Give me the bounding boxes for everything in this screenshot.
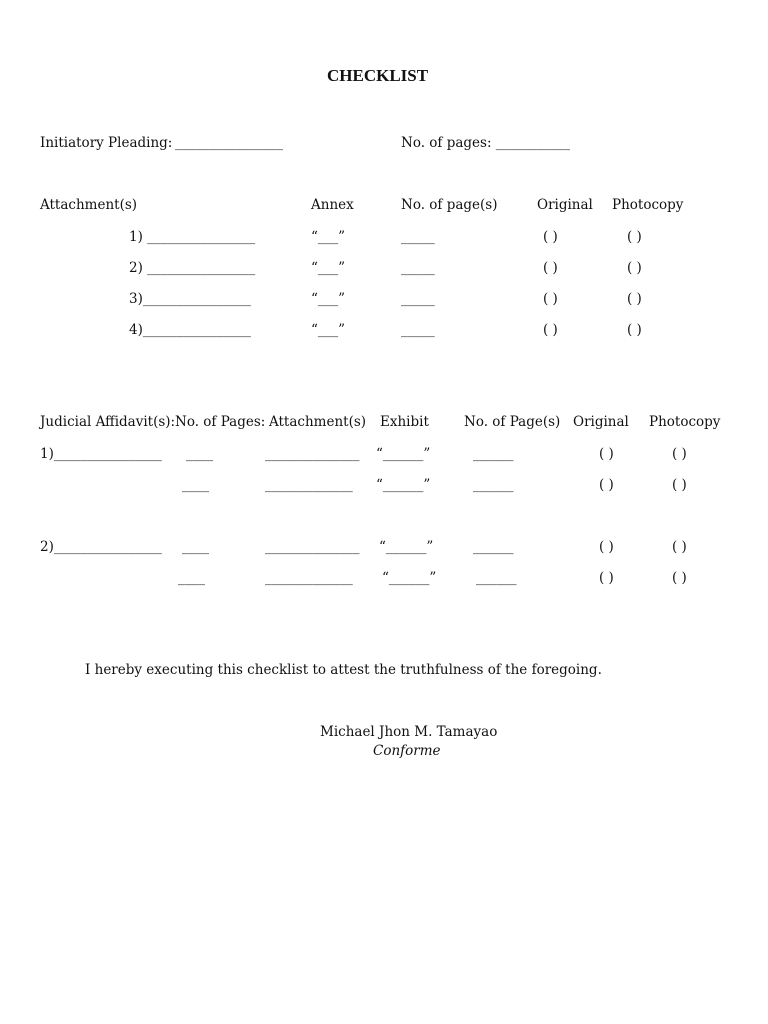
affidavit-photocopy-checkbox: ( ) [672, 446, 687, 462]
attachment-annex: “___” [311, 260, 346, 276]
attachments-header-pages: No. of page(s) [401, 197, 498, 213]
affidavits-header-photocopy: Photocopy [649, 414, 721, 430]
attachment-label: 3)________________ [129, 291, 251, 307]
affidavit-photocopy-checkbox: ( ) [672, 570, 687, 586]
affidavit-original-checkbox: ( ) [599, 539, 614, 555]
attachment-label: 4)________________ [129, 322, 251, 338]
attachment-original-checkbox: ( ) [543, 322, 558, 338]
affidavit-attachment: ______________ [265, 446, 360, 462]
attachment-original-checkbox: ( ) [543, 291, 558, 307]
affidavits-header-label: Judicial Affidavit(s): [40, 414, 176, 430]
affidavit-page-count: ______ [476, 570, 517, 586]
affidavit-photocopy-checkbox: ( ) [672, 477, 687, 493]
affidavits-header-original: Original [573, 414, 629, 430]
affidavit-label: 1)________________ [40, 446, 162, 462]
attachment-photocopy-checkbox: ( ) [627, 322, 642, 338]
attachment-original-checkbox: ( ) [543, 260, 558, 276]
affidavits-header-pages: No. of Pages: [175, 414, 266, 430]
affidavit-pages: ____ [182, 477, 209, 493]
attachments-header-original: Original [537, 197, 593, 213]
affidavit-pages: ____ [182, 539, 209, 555]
affidavits-header-page-count: No. of Page(s) [464, 414, 561, 430]
attachments-header-annex: Annex [311, 197, 354, 213]
attachment-label: 2) ________________ [129, 260, 256, 276]
attachment-annex: “___” [311, 229, 346, 245]
attachment-annex: “___” [311, 291, 346, 307]
affidavit-exhibit: “______” [379, 539, 434, 555]
attachment-photocopy-checkbox: ( ) [627, 260, 642, 276]
affidavit-attachment: ______________ [265, 539, 360, 555]
attachments-header-photocopy: Photocopy [612, 197, 684, 213]
affidavit-page-count: ______ [473, 446, 514, 462]
affidavit-pages: ____ [186, 446, 213, 462]
affidavits-header-exhibit: Exhibit [380, 414, 429, 430]
attachment-photocopy-checkbox: ( ) [627, 229, 642, 245]
attachment-pages: _____ [401, 260, 435, 276]
attachment-photocopy-checkbox: ( ) [627, 291, 642, 307]
affidavit-original-checkbox: ( ) [599, 570, 614, 586]
attachments-header-attachment: Attachment(s) [40, 197, 138, 213]
initiatory-pages-field: No. of pages: ___________ [401, 135, 571, 151]
signatory-name: Michael Jhon M. Tamayao [320, 724, 498, 740]
attachment-label: 1) ________________ [129, 229, 256, 245]
initiatory-pleading-label: Initiatory Pleading: [40, 135, 173, 151]
affidavit-original-checkbox: ( ) [599, 446, 614, 462]
affidavit-pages: ____ [178, 570, 205, 586]
affidavit-original-checkbox: ( ) [599, 477, 614, 493]
affidavit-page-count: ______ [473, 539, 514, 555]
attachment-pages: _____ [401, 322, 435, 338]
affidavit-label: 2)________________ [40, 539, 162, 555]
attestation-statement: I hereby executing this checklist to attest the truthfulness of the foregoing. [85, 662, 602, 678]
affidavit-exhibit: “______” [376, 446, 431, 462]
attachment-pages: _____ [401, 291, 435, 307]
initiatory-pleading-blank: ________________ [175, 135, 283, 151]
affidavit-exhibit: “______” [382, 570, 437, 586]
attachment-original-checkbox: ( ) [543, 229, 558, 245]
affidavit-photocopy-checkbox: ( ) [672, 539, 687, 555]
signatory-role: Conforme [373, 743, 441, 759]
attachment-pages: _____ [401, 229, 435, 245]
affidavit-attachment: _____________ [265, 570, 353, 586]
affidavit-exhibit: “______” [376, 477, 431, 493]
affidavits-header-attachment: Attachment(s) [269, 414, 367, 430]
page-title: CHECKLIST [327, 66, 429, 85]
attachment-annex: “___” [311, 322, 346, 338]
affidavit-page-count: ______ [473, 477, 514, 493]
affidavit-attachment: _____________ [265, 477, 353, 493]
